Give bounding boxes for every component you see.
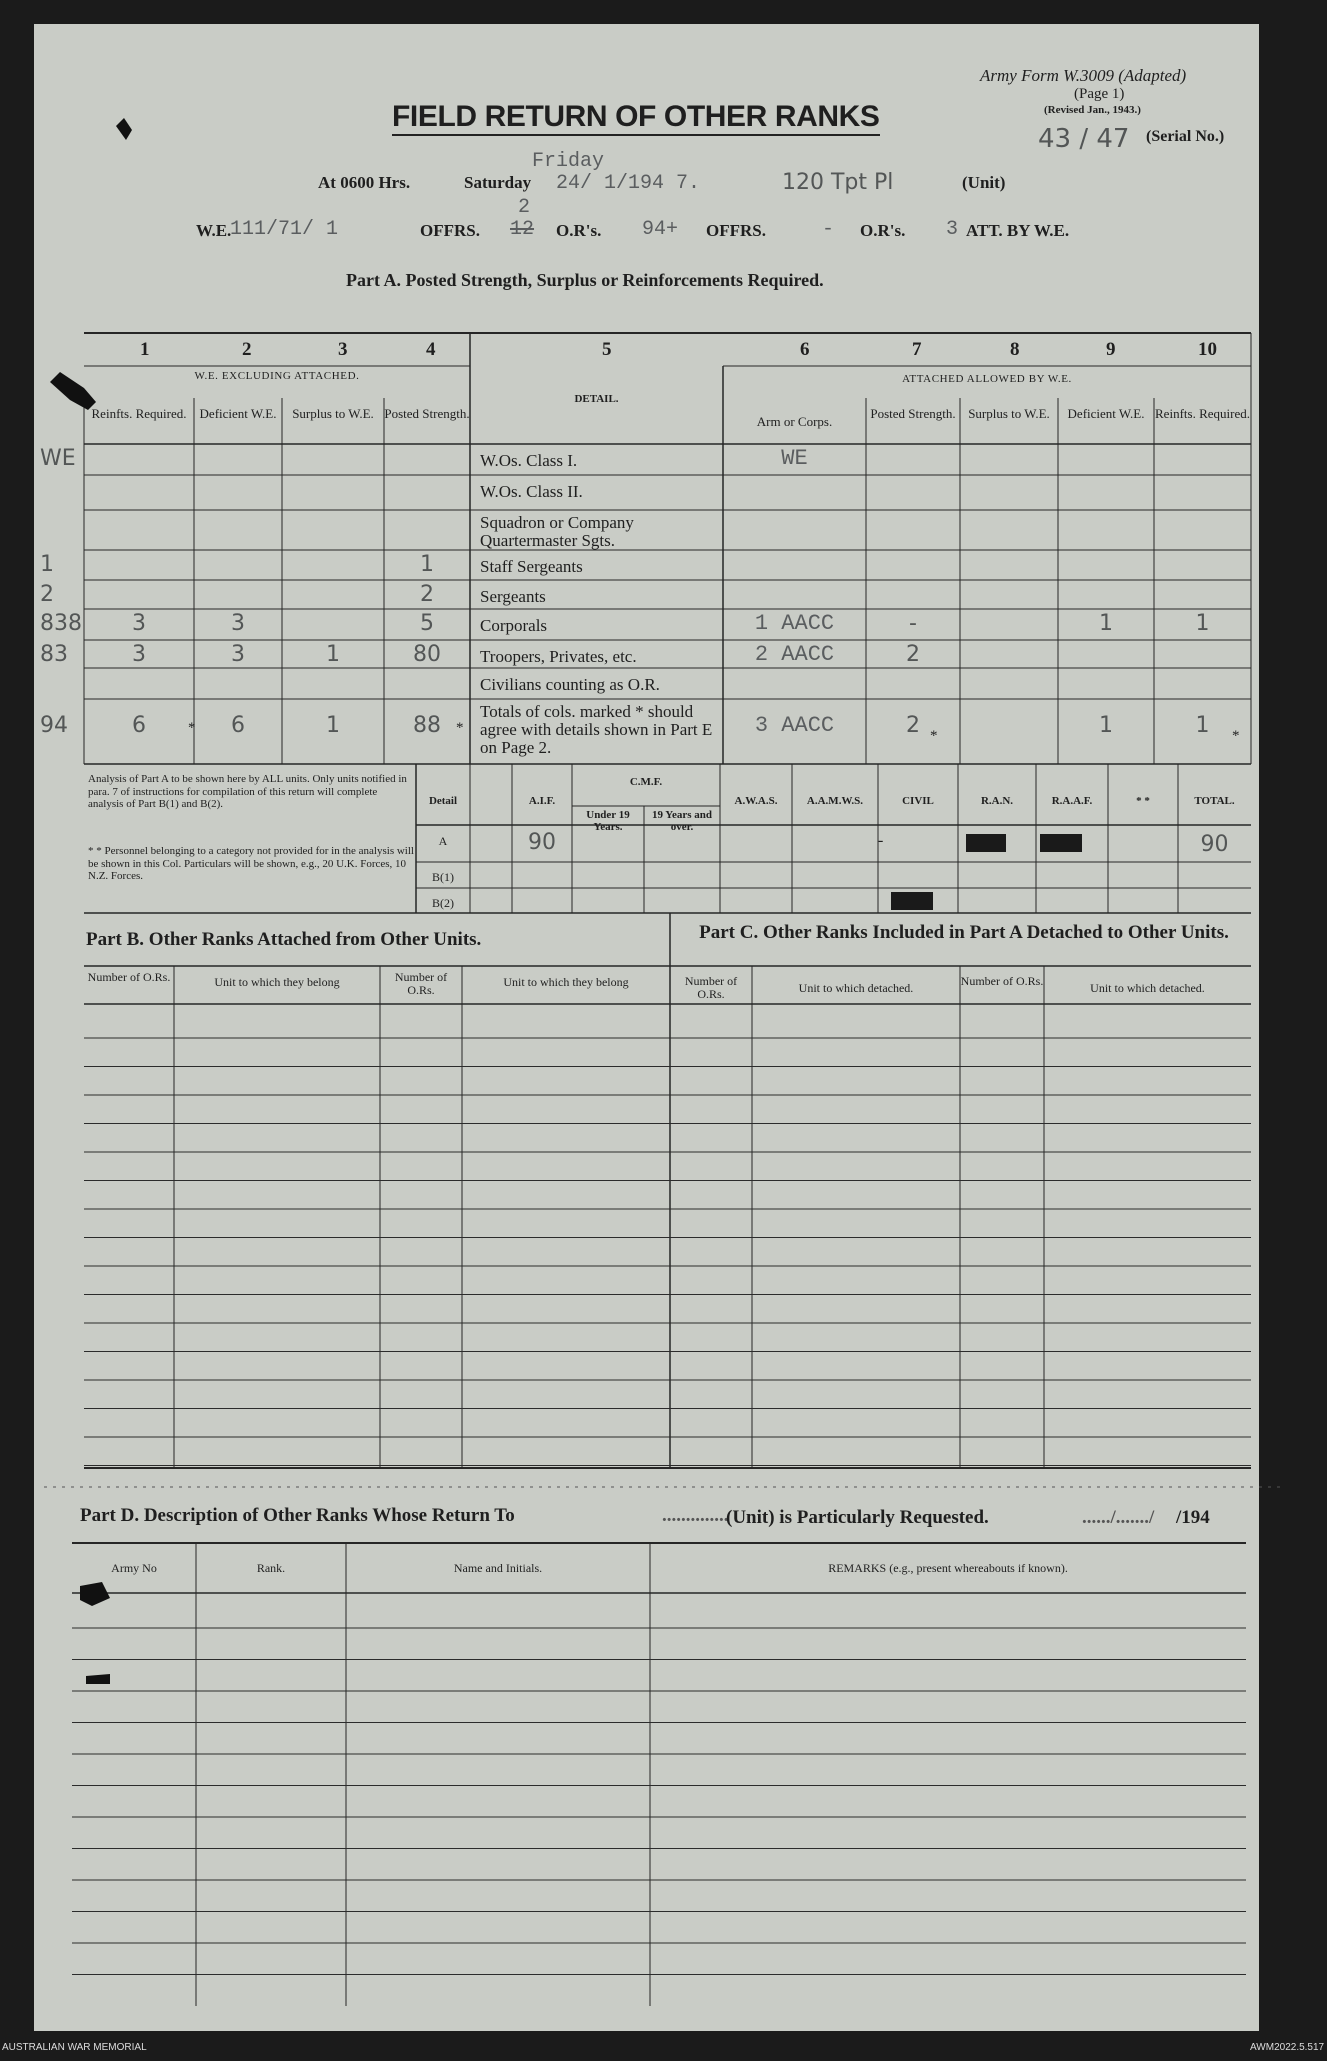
revision-date: (Revised Jan., 1943.)	[1044, 104, 1141, 116]
row-value-c1: 6	[132, 713, 146, 738]
total-asterisk: *	[930, 728, 938, 744]
analysis-header-ran: R.A.N.	[980, 795, 1014, 807]
group-right-header: ATTACHED ALLOWED BY W.E.	[902, 373, 1072, 385]
row-value-c6: 1 AACC	[754, 611, 835, 636]
part-c-header: Number of O.Rs.	[960, 974, 1044, 988]
part-d-title: Part D. Description of Other Ranks Whose Return To	[80, 1505, 515, 1526]
right-column-header: Surplus to W.E.	[968, 406, 1050, 421]
column-number: 6	[800, 339, 810, 360]
row-value-c6: WE	[781, 446, 808, 471]
row-value-c7: 2	[906, 642, 920, 667]
part-d-header: REMARKS (e.g., present whereabouts if known).	[828, 1561, 1068, 1575]
row-margin-note: 838	[40, 611, 82, 636]
part-d-header: Name and Initials.	[453, 1561, 543, 1575]
total-asterisk: *	[456, 720, 464, 736]
row-value-c1: 3	[132, 611, 146, 636]
part-d-date-blank: ....../......./	[1082, 1507, 1155, 1528]
row-detail: W.Os. Class II.	[480, 482, 583, 501]
column-number: 10	[1198, 339, 1217, 360]
day-printed: Saturday	[464, 173, 532, 192]
row-value-c2: 3	[231, 642, 245, 667]
analysis-header-under19: Under 19 Years.	[586, 809, 630, 833]
row-value-c10: 1	[1195, 713, 1210, 738]
att-by-we-label: ATT. BY W.E.	[966, 221, 1070, 240]
analysis-row-label: B(1)	[432, 870, 454, 884]
analysis-row-label: B(2)	[432, 896, 454, 910]
analysis-total-value: 90	[1200, 832, 1229, 857]
analysis-header-cmf: C.M.F.	[629, 776, 663, 788]
offrs-value: 12	[510, 218, 535, 241]
row-value-c9: 1	[1099, 713, 1113, 738]
column-number: 4	[426, 339, 436, 360]
right-column-header: Deficient W.E.	[1067, 406, 1145, 421]
analysis-header-other: * *	[1136, 795, 1150, 807]
form-number: Army Form W.3009 (Adapted)	[980, 66, 1187, 85]
we-value: 111/71/ 1	[230, 218, 339, 241]
ors-value: 94+	[642, 218, 679, 241]
archive-id: AWM2022.5.517	[1250, 2042, 1325, 2053]
left-column-header: Reinfts. Required.	[91, 406, 187, 421]
analysis-header-awas: A.W.A.S.	[734, 795, 778, 807]
analysis-header-over19: 19 Years and over.	[651, 809, 713, 833]
row-value-c10: 1	[1195, 611, 1210, 636]
column-number: 5	[602, 339, 612, 360]
row-value-c4: 80	[413, 642, 441, 667]
part-b-header: Number of O.Rs.	[394, 970, 448, 997]
att-ors-value: 3	[946, 218, 959, 241]
part-b-header: Number of O.Rs.	[87, 970, 171, 984]
column-number: 2	[242, 339, 252, 360]
column-number: 9	[1106, 339, 1116, 360]
analysis-note: Analysis of Part A to be shown here by ALL units. Only units notified in para. 7 of instructions for compilation of this return will complete analysis of Part B(1) and B(2).	[88, 773, 407, 810]
row-detail: Squadron or Company Quartermaster Sgts.	[480, 513, 634, 550]
part-d-request-label: (Unit) is Particularly Requested.	[726, 1507, 989, 1528]
total-asterisk: *	[1232, 728, 1240, 744]
column-number: 8	[1010, 339, 1020, 360]
row-detail: W.Os. Class I.	[480, 451, 578, 470]
detail-header: DETAIL.	[574, 393, 619, 405]
row-margin-note: 83	[40, 642, 68, 667]
right-column-header: Posted Strength.	[870, 406, 956, 421]
part-c-header: Unit to which detached.	[798, 981, 914, 995]
page-title: FIELD RETURN OF OTHER RANKS	[392, 100, 880, 136]
row-value-c4: 88	[413, 713, 441, 738]
row-detail: Troopers, Privates, etc.	[480, 647, 637, 666]
row-value-c6: 3 AACC	[754, 713, 835, 738]
row-value-c7: -	[909, 611, 917, 636]
row-detail: Totals of cols. marked * should agree with details shown in Part E on Page 2.	[480, 702, 713, 757]
serial-label: (Serial No.)	[1146, 128, 1225, 145]
analysis-header-aif: A.I.F.	[528, 795, 556, 807]
row-value-c4: 5	[420, 611, 434, 636]
left-column-header: Posted Strength.	[384, 406, 470, 421]
return-date: 24/ 1/194 7.	[556, 172, 701, 195]
row-margin-note: 1	[40, 552, 54, 577]
row-value-c2: 3	[231, 611, 245, 636]
analysis-footnote: * * Personnel belonging to a category not provided for in the analysis will be shown in this Col. Particulars will be shown, e.g., 20 U.K. Forces, 10 N.Z. Forces.	[88, 845, 414, 882]
row-value-c9: 1	[1099, 611, 1113, 636]
row-detail: Sergeants	[480, 587, 546, 606]
part-d-year: /194	[1176, 1507, 1210, 1528]
serial-value: 43 / 47	[1038, 124, 1130, 154]
unit-value: 120 Tpt Pl	[782, 170, 894, 195]
column-number: 3	[338, 339, 348, 360]
part-c-title: Part C. Other Ranks Included in Part A Detached to Other Units.	[699, 922, 1229, 943]
right-column-header: Reinfts. Required.	[1155, 406, 1250, 421]
part-c-header: Number of O.Rs.	[684, 974, 738, 1001]
part-b-title: Part B. Other Ranks Attached from Other Units.	[86, 929, 482, 950]
we-prefix: W.E.	[196, 221, 232, 240]
att-offrs-label: OFFRS.	[706, 221, 766, 240]
column-number: 7	[912, 339, 922, 360]
row-margin-note: 2	[40, 582, 54, 607]
row-value-c6: 2 AACC	[754, 642, 835, 667]
row-value-c2: 6	[231, 713, 245, 738]
time-prefix: At 0600 Hrs.	[318, 173, 411, 192]
group-left-header: W.E. EXCLUDING ATTACHED.	[194, 370, 360, 382]
row-detail: Staff Sergeants	[480, 557, 583, 576]
row-margin-note: 94	[40, 713, 68, 738]
row-value-c4: 1	[420, 552, 434, 577]
analysis-header-raaf: R.A.A.F.	[1051, 795, 1093, 807]
part-b-header: Unit to which they belong	[503, 975, 629, 989]
att-ors-label: O.R's.	[860, 221, 906, 240]
analysis-header-aamws: A.A.M.W.S.	[806, 795, 864, 807]
part-d-header: Rank.	[256, 1561, 286, 1575]
att-offrs-value: -	[822, 218, 835, 241]
unit-label: (Unit)	[962, 173, 1006, 192]
analysis-header-detail: Detail	[428, 795, 458, 807]
row-value-c1: 3	[132, 642, 146, 667]
part-a-title: Part A. Posted Strength, Surplus or Reinforcements Required.	[346, 270, 824, 290]
analysis-row-label: A	[438, 834, 448, 848]
part-d-header: Army No	[111, 1561, 157, 1575]
column-number: 1	[140, 339, 150, 360]
row-value-c3: 1	[326, 713, 340, 738]
analysis-civil-value: -	[878, 832, 884, 849]
row-margin-note: WE	[40, 446, 76, 471]
row-detail: Corporals	[480, 616, 548, 635]
archive-credit: AUSTRALIAN WAR MEMORIAL	[2, 2042, 147, 2053]
analysis-aif-value: 90	[528, 830, 556, 855]
analysis-header-civil: CIVIL	[902, 795, 934, 807]
row-value-c3: 1	[326, 642, 340, 667]
row-value-c7: 2	[906, 713, 920, 738]
row-detail: Civilians counting as O.R.	[480, 675, 660, 694]
page-number: (Page 1)	[1074, 86, 1125, 102]
offrs-label: OFFRS.	[420, 221, 480, 240]
part-d-unit-blank: ..............	[662, 1505, 729, 1526]
part-b-header: Unit to which they belong	[214, 975, 340, 989]
row-value-c4: 2	[420, 582, 434, 607]
day-typed: Friday	[532, 150, 605, 173]
right-column-header: Arm or Corps.	[756, 414, 833, 429]
ors-label: O.R's.	[556, 221, 602, 240]
left-column-header: Deficient W.E.	[199, 406, 277, 421]
left-column-header: Surplus to W.E.	[292, 406, 374, 421]
offrs-correction: 2	[518, 196, 531, 219]
analysis-header-total: TOTAL.	[1194, 795, 1235, 807]
part-c-header: Unit to which detached.	[1090, 981, 1205, 995]
total-asterisk: *	[188, 720, 196, 736]
